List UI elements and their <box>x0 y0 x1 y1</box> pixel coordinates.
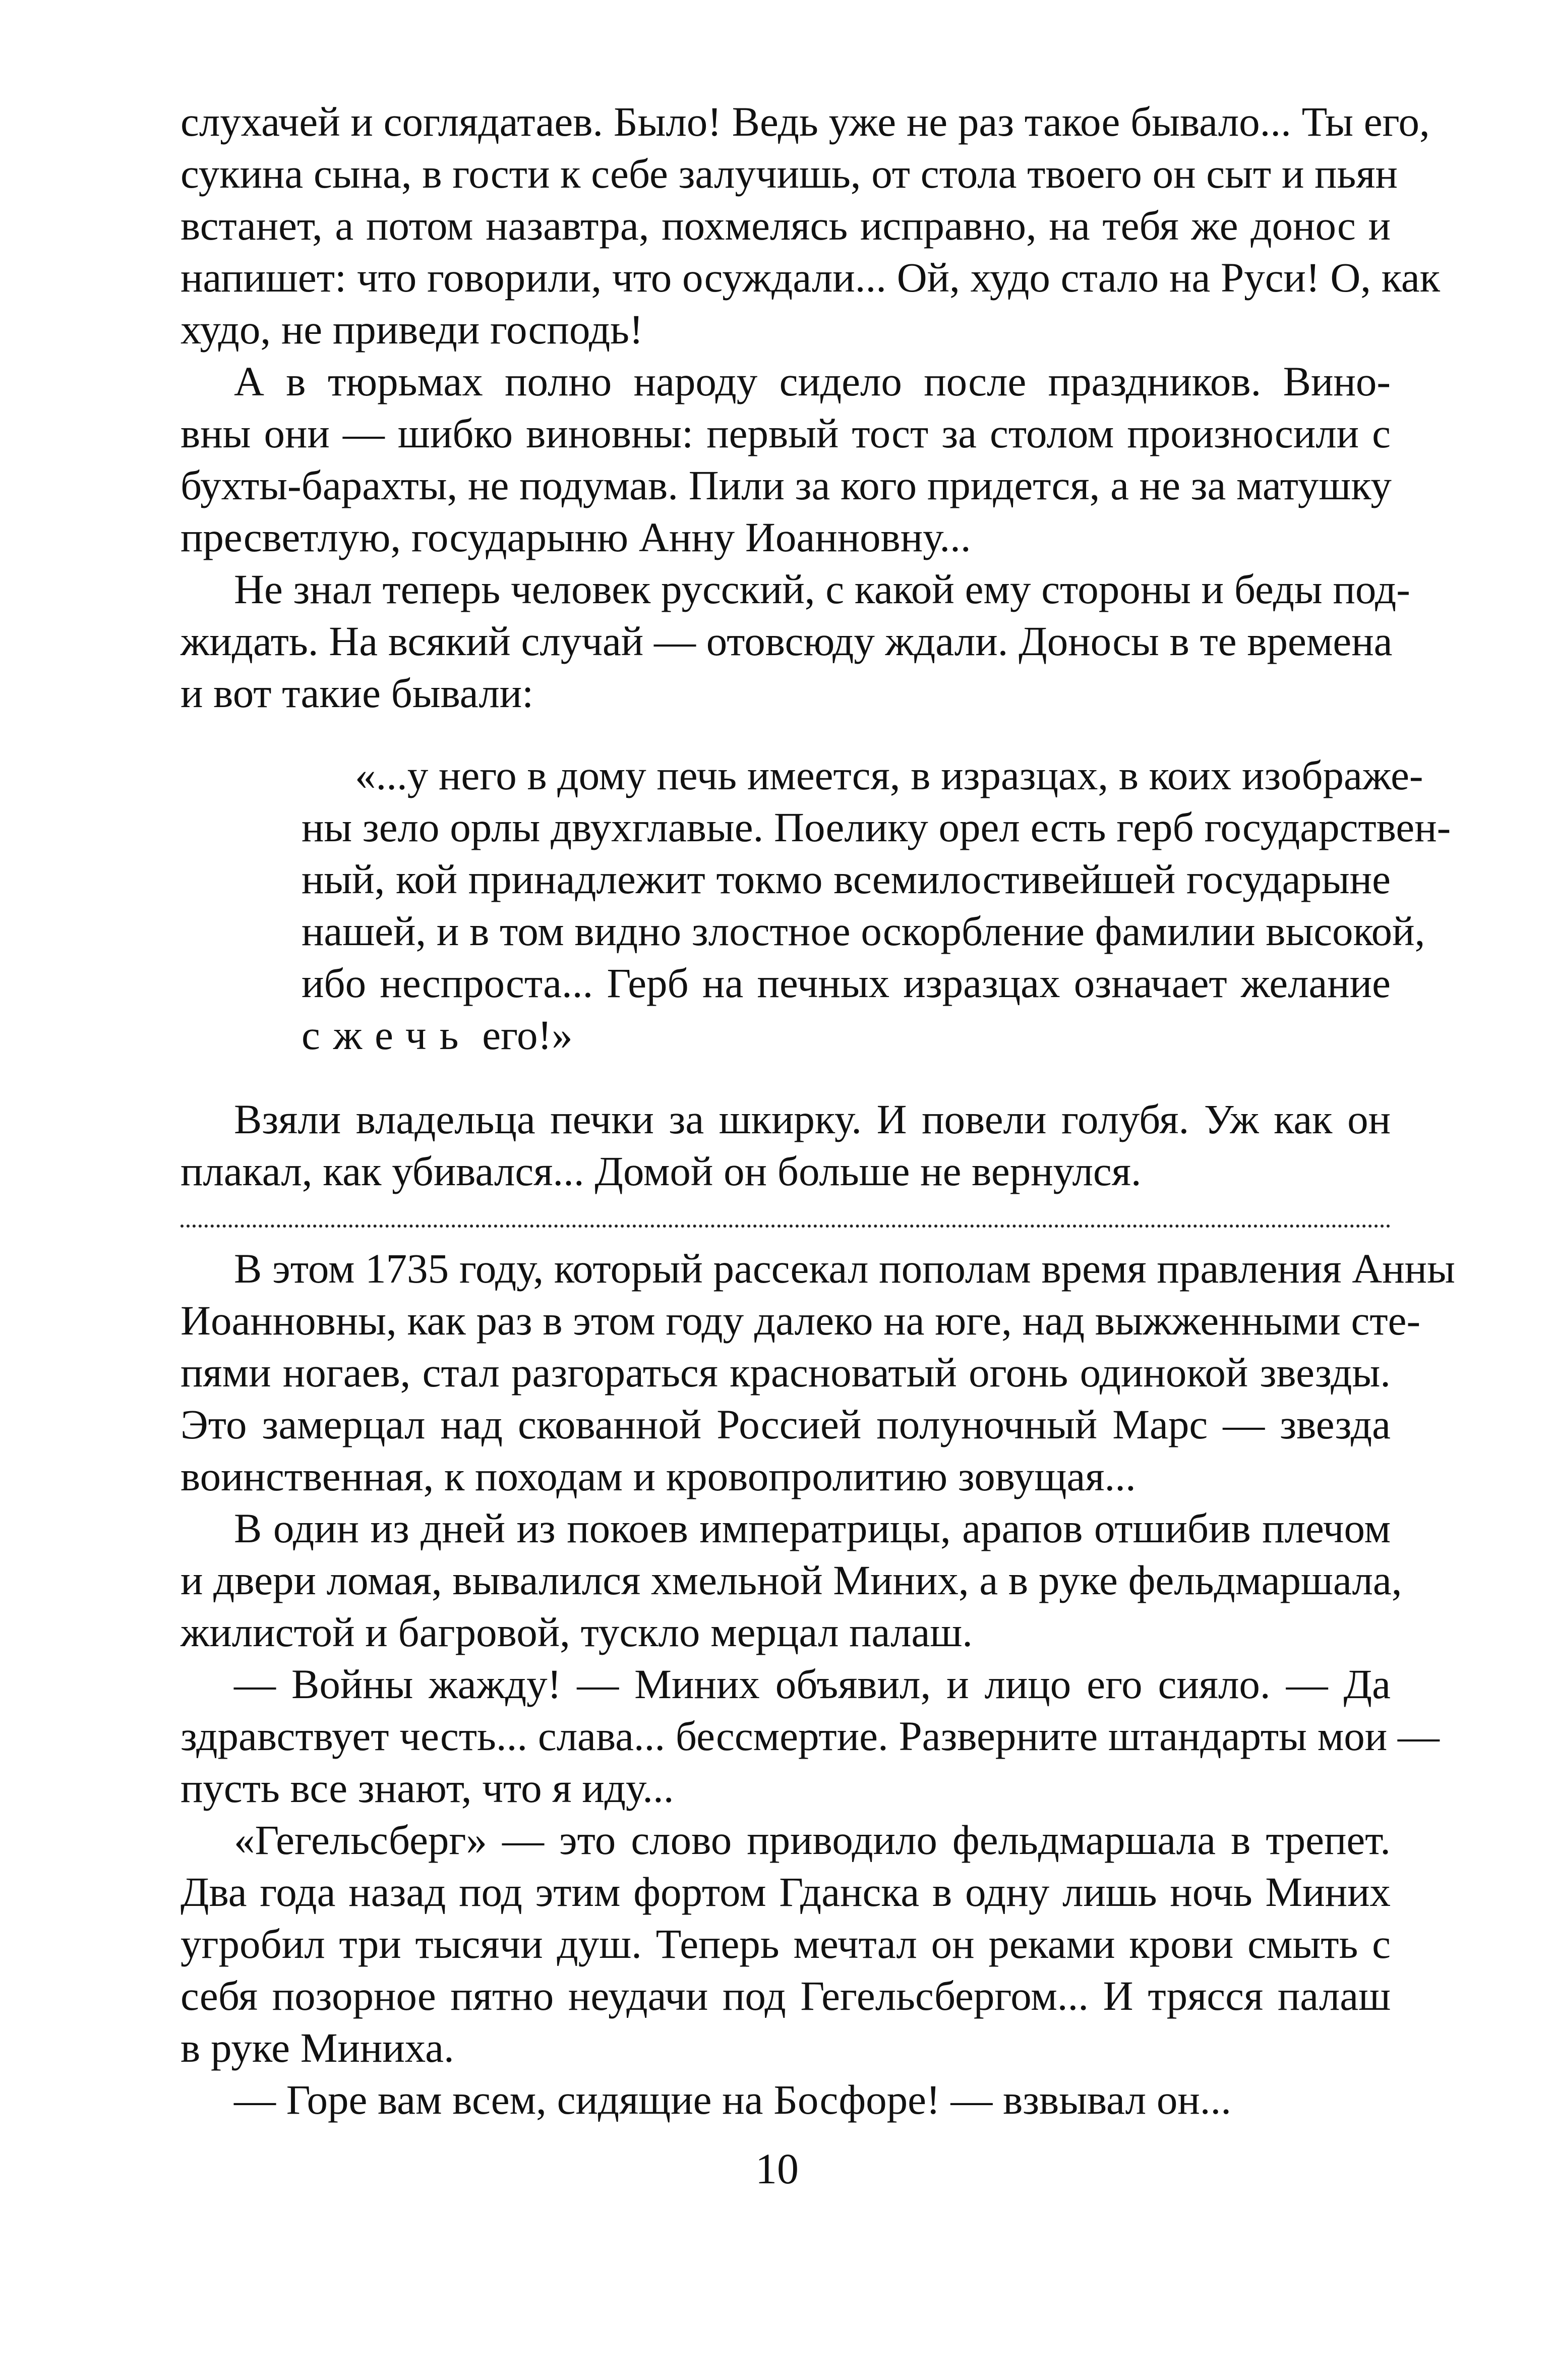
paragraph <box>181 1093 1391 1197</box>
quote-line-end: его!» <box>471 1012 573 1058</box>
text-line: «Гегельсберг» — это слово приводило фельдмаршала в трепет. <box>234 1817 1391 1863</box>
text-line: Взяли владельца печки за шкирку. И повели голубя. Уж как он <box>234 1096 1391 1142</box>
paragraph <box>181 96 1441 356</box>
text-line: угробил три тысячи душ. Теперь мечтал он реками крови смыть с <box>181 1921 1391 1967</box>
paragraphs-top <box>181 96 1441 719</box>
quote-line: «...у него в дому печь имеется, в изразцах, в коих изображе- <box>355 752 1423 798</box>
text-line: и вот такие бывали: <box>181 670 534 716</box>
text-line: вны они — шибко виновны: первый тост за столом произносили с <box>181 410 1391 456</box>
spaced-emphasis: сжечь <box>302 1012 472 1058</box>
text-line: В этом 1735 году, который рассекал пополам время правления Анны <box>234 1245 1455 1292</box>
paragraph <box>181 356 1391 563</box>
quote-line: ны зело орлы двухглавые. Поелику орел есть герб государствен- <box>302 804 1451 850</box>
text-line: жидать. На всякий случай — отовсюду ждали. Доносы в те времена <box>181 618 1393 664</box>
text-line: пями ногаев, стал разгораться красноватый огонь одинокой звезды. <box>181 1349 1391 1396</box>
text-line: пусть все знают, что я иду... <box>181 1765 674 1811</box>
paragraph <box>181 1814 1391 2074</box>
quote-line: нашей, и в том видно злостное оскорбление фамилии высокой, <box>302 908 1425 954</box>
text-line: и двери ломая, вывалился хмельной Миних, а в руке фельдмаршала, <box>181 1557 1402 1603</box>
paragraphs-bottom <box>181 1243 1455 2126</box>
paragraph <box>181 563 1410 719</box>
text-line: пресветлую, государыню Анну Иоанновну... <box>181 514 971 560</box>
text-line: плакал, как убивался... Домой он больше не вернулся. <box>181 1148 1142 1194</box>
text-line: напишет: что говорили, что осуждали... Ой, худо стало на Руси! О, как <box>181 254 1441 301</box>
page-number: 10 <box>755 2144 799 2193</box>
text-line: В один из дней из покоев императрицы, арапов отшибив плечом <box>234 1505 1391 1551</box>
page-body <box>181 96 1455 2126</box>
text-line: — Горе вам всем, сидящие на Босфоре! — взвывал он... <box>234 2076 1232 2123</box>
paragraph <box>181 2074 1391 2126</box>
paragraphs-mid <box>181 1093 1391 1197</box>
text-line: А в тюрьмах полно народу сидело после праздников. Вино- <box>234 358 1391 404</box>
text-line: встанет, а потом назавтра, похмелясь исправно, на тебя же донос и <box>181 202 1391 249</box>
text-line: воинственная, к походам и кровопролитию зовущая... <box>181 1453 1136 1499</box>
text-line: себя позорное пятно неудачи под Гегельсбергом... И трясся палаш <box>181 1972 1391 2019</box>
text-line: — Войны жажду! — Миних объявил, и лицо его сияло. — Да <box>234 1661 1391 1707</box>
paragraph <box>181 1502 1402 1658</box>
text-line: в руке Миниха. <box>181 2024 454 2071</box>
text-line: сукина сына, в гости к себе залучишь, от стола твоего он сыт и пьян <box>181 150 1398 197</box>
text-line: здравствует честь... слава... бессмертие. Разверните штандарты мои — <box>181 1713 1440 1759</box>
quote-line: ный, кой принадлежит токмо всемилостивейшей государыне <box>302 856 1391 902</box>
text-line: бухты-барахты, не подумав. Пили за кого придется, а не за матушку <box>181 462 1392 508</box>
dotted-separator <box>181 1197 1391 1228</box>
quote-line <box>302 1009 1391 1061</box>
text-line: Это замерцал над скованной Россией полуночный Марс — звезда <box>181 1401 1391 1447</box>
quote-line: ибо неспроста... Герб на печных изразцах означает желание <box>302 960 1391 1006</box>
text-line: худо, не приведи господь! <box>181 306 643 353</box>
block-quote <box>302 749 1451 1061</box>
text-line: Иоанновны, как раз в этом году далеко на юге, над выжженными сте- <box>181 1297 1421 1344</box>
text-line: Два года назад под этим фортом Гданска в одну лишь ночь Миних <box>181 1869 1391 1915</box>
paragraph <box>181 1658 1440 1814</box>
paragraph <box>181 1243 1455 1502</box>
text-line: Не знал теперь человек русский, с какой ему стороны и беды под- <box>234 566 1410 612</box>
text-line: жилистой и багровой, тускло мерцал палаш. <box>181 1609 973 1655</box>
text-line: слухачей и соглядатаев. Было! Ведь уже не раз такое бывало... Ты его, <box>181 98 1430 145</box>
